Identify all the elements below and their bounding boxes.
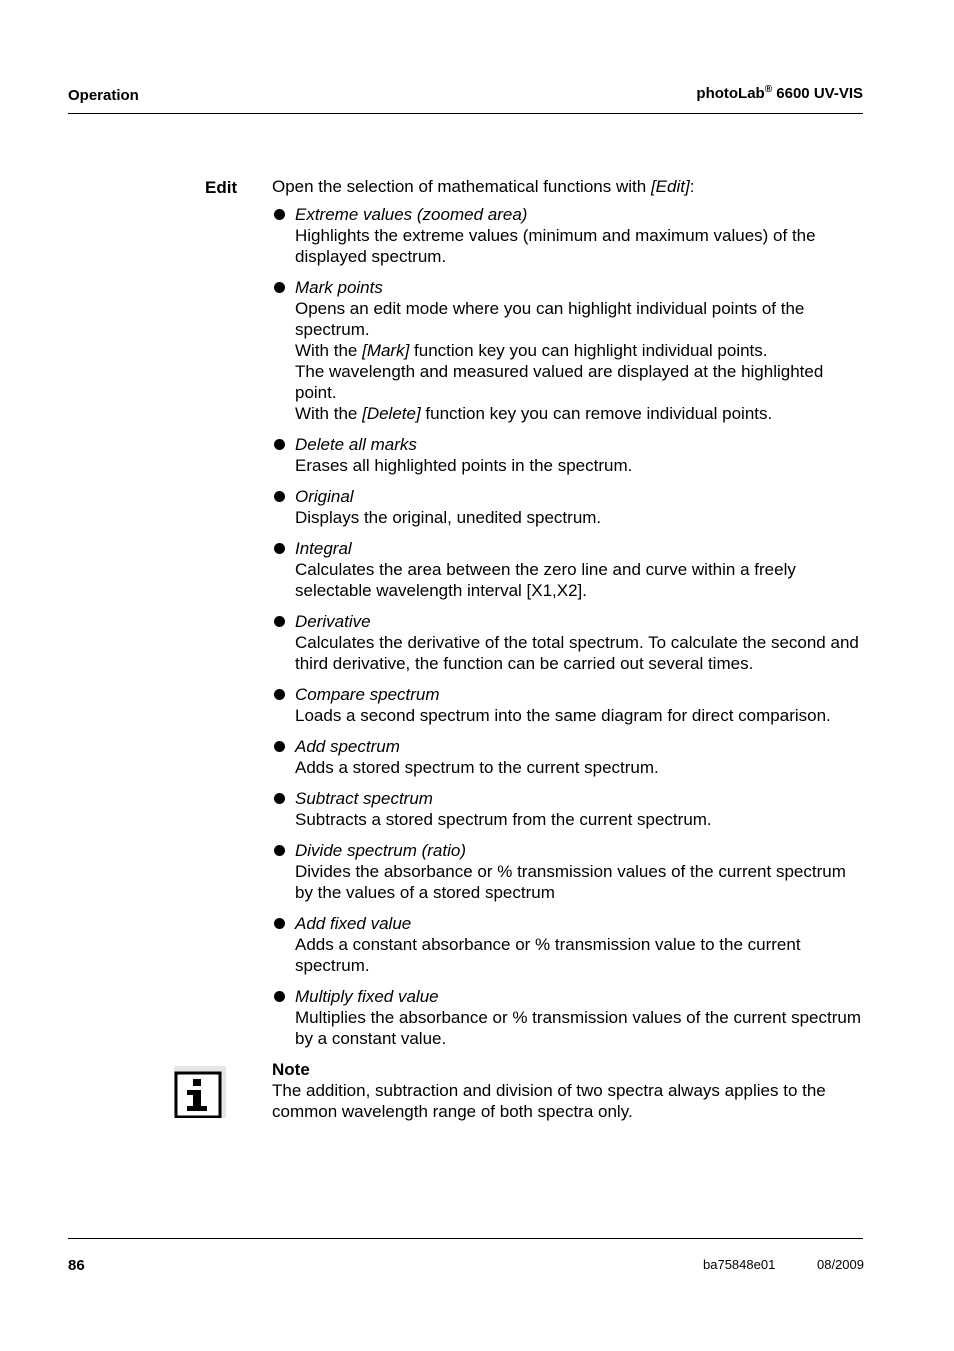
bullet-icon [274,616,285,627]
list-item [272,684,862,726]
item-description: Adds a constant absorbance or % transmission value to the current spectrum. [295,935,801,975]
product-model: 6600 UV-VIS [772,85,863,102]
item-title: Derivative [295,612,371,631]
bullet-icon [274,491,285,502]
item-title: Delete all marks [295,435,417,454]
bullet-icon [274,741,285,752]
bullet-icon [274,543,285,554]
description-text: With the [295,404,363,423]
function-list [272,204,862,1049]
header-divider [68,113,863,114]
list-item [272,736,862,778]
item-title: Compare spectrum [295,685,440,704]
bullet-icon [274,991,285,1002]
item-description-line [295,403,862,424]
intro-after: : [689,177,695,196]
item-title: Divide spectrum (ratio) [295,841,466,860]
item-title: Integral [295,539,352,558]
item-description: Multiplies the absorbance or % transmission values of the current spectrum by a constant value. [295,1008,861,1048]
item-description: Calculates the derivative of the total spectrum. To calculate the second and third derivative, the function can be carried out several times. [295,633,859,673]
list-item [272,277,862,424]
function-key-name: [Mark] [362,341,410,360]
bullet-icon [274,689,285,700]
footer-divider [68,1238,863,1239]
side-label-edit: Edit [205,178,238,197]
list-item [272,913,862,976]
list-item [272,486,862,528]
list-item [272,840,862,903]
item-title: Extreme values (zoomed area) [295,205,528,224]
item-description: Opens an edit mode where you can highlight individual points of the spectrum. [295,299,805,339]
bullet-icon [274,282,285,293]
list-item [272,986,862,1049]
item-description: Highlights the extreme values (minimum and maximum values) of the displayed spectrum. [295,226,816,266]
list-item [272,788,862,830]
item-description: Subtracts a stored spectrum from the current spectrum. [295,810,712,829]
bullet-icon [274,793,285,804]
item-description: Divides the absorbance or % transmission values of the current spectrum by the values of a stored spectrum [295,862,846,902]
bullet-icon [274,845,285,856]
intro-before: Open the selection of mathematical functions with [272,177,651,196]
list-item [272,538,862,601]
note-title: Note [272,1060,310,1079]
bullet-icon [274,439,285,450]
item-description: Adds a stored spectrum to the current spectrum. [295,758,659,777]
description-text: function key you can remove individual points. [420,404,773,423]
description-text: function key you can highlight individual points. [409,341,768,360]
registered-mark: ® [764,84,773,95]
item-description: Calculates the area between the zero line and curve within a freely selectable wavelength interval [X1,X2]. [295,560,796,600]
item-title: Original [295,487,354,506]
item-title: Add fixed value [295,914,412,933]
header-product-title [696,84,863,102]
description-text: With the [295,341,363,360]
edit-key: [Edit] [650,177,690,196]
header-section-title: Operation [68,87,139,104]
description-text: The wavelength and measured valued are displayed at the highlighted point. [295,362,824,402]
item-description-line [295,361,862,403]
item-description: Erases all highlighted points in the spectrum. [295,456,633,475]
item-title: Multiply fixed value [295,987,439,1006]
product-name: photoLab [696,85,765,102]
intro-text [272,176,862,197]
list-item [272,204,862,267]
document-id: ba75848e01 [703,1257,776,1272]
document-date: 08/2009 [817,1257,864,1272]
bullet-icon [274,209,285,220]
item-description-line [295,340,862,361]
list-item [272,434,862,476]
item-title: Add spectrum [295,737,400,756]
page-number: 86 [68,1257,85,1274]
main-content [272,176,862,1059]
note-text: The addition, subtraction and division of two spectra always applies to the common wavelength range of both spectra only. [272,1081,826,1121]
item-title: Mark points [295,278,383,297]
item-description: Loads a second spectrum into the same diagram for direct comparison. [295,706,831,725]
bullet-icon [274,918,285,929]
function-key-name: [Delete] [362,404,421,423]
list-item [272,611,862,674]
note-block [272,1059,862,1122]
info-icon [174,1066,226,1118]
item-title: Subtract spectrum [295,789,433,808]
item-description: Displays the original, unedited spectrum. [295,508,602,527]
